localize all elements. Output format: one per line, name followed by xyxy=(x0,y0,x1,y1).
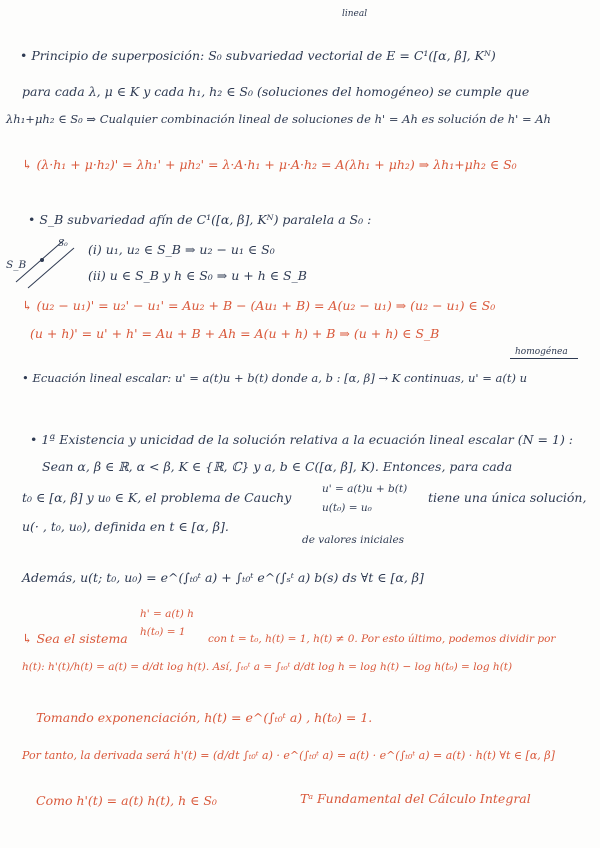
solution-formula: Además, u(t; t₀, u₀) = e^(∫ₜ₀ᵗ a) + ∫ₜ₀ᵗ e^(∫ₛᵗ a) b(s) ds ∀t ∈ [α, β] xyxy=(22,570,424,585)
sketch-label-sb: S_B xyxy=(6,259,27,271)
existence-line-2b: tiene una única solución, xyxy=(428,490,587,505)
proof-exponentiation: Tomando exponenciación, h(t) = e^(∫ₜ₀ᵗ a) , h(t₀) = 1. xyxy=(36,710,373,725)
annotation-lineal: lineal xyxy=(342,9,368,19)
scalar-equation-definition: • Ecuación lineal escalar: u' = a(t)u + b(t) donde a, b : [α, β] → K continuas, u' = a(t) u xyxy=(22,371,527,385)
affine-property-ii: (ii) u ∈ S_B y h ∈ S₀ ⇒ u + h ∈ S_B xyxy=(88,268,307,283)
annotation-homogenea: homogénea xyxy=(515,347,568,357)
superposition-line-3: λh₁+μh₂ ∈ S₀ ⇒ Cualquier combinación lineal de soluciones de h' = Ah es solución de h' = Ah xyxy=(6,112,551,126)
proof-system-equation: h' = a(t) h xyxy=(140,608,194,620)
cauchy-initial-condition: u(t₀) = u₀ xyxy=(322,502,372,514)
proof-system-intro: ↳ Sea el sistema xyxy=(22,631,128,646)
affine-heading: • S_B subvariedad afín de C¹([α, β], Kᴺ) paralela a S₀ : xyxy=(28,212,372,227)
existence-line-1: Sean α, β ∈ ℝ, α < β, K ∈ {ℝ, ℂ} y a, b ∈ C([α, β], K). Entonces, para cada xyxy=(42,459,513,474)
affine-property-i: (i) u₁, u₂ ∈ S_B ⇒ u₂ − u₁ ∈ S₀ xyxy=(88,242,275,257)
affine-proof-1: ↳ (u₂ − u₁)' = u₂' − u₁' = Au₂ + B − (Au₁ + B) = A(u₂ − u₁) ⇒ (u₂ − u₁) ∈ S₀ xyxy=(22,298,496,313)
homogenea-overline xyxy=(510,358,578,359)
fundamental-theorem-note: Tᵃ Fundamental del Cálculo Integral xyxy=(300,791,531,806)
existence-line-2a: t₀ ∈ [α, β] y u₀ ∈ K, el problema de Cauchy xyxy=(22,490,292,505)
proof-system-conditions: con t = t₀, h(t) = 1, h(t) ≠ 0. Por esto último, podemos dividir por xyxy=(208,633,556,645)
annotation-valores-iniciales: de valores iniciales xyxy=(302,534,405,546)
proof-log-derivation: h(t): h'(t)/h(t) = a(t) = d/dt log h(t). Así, ∫ₜ₀ᵗ a = ∫ₜ₀ᵗ d/dt log h = log h(t) − log h(t₀) = log h(t) xyxy=(22,661,513,673)
proof-conclusion: Como h'(t) = a(t) h(t), h ∈ S₀ xyxy=(36,793,217,808)
superposition-proof: ↳ (λ·h₁ + μ·h₂)' = λh₁' + μh₂' = λ·A·h₁ + μ·A·h₂ = A(λh₁ + μh₂) ⇒ λh₁+μh₂ ∈ S₀ xyxy=(22,157,517,172)
superposition-heading: • Principio de superposición: S₀ subvariedad vectorial de E = C¹([α, β], Kᴺ) xyxy=(20,48,496,63)
affine-proof-2: (u + h)' = u' + h' = Au + B + Ah = A(u + h) + B ⇒ (u + h) ∈ S_B xyxy=(30,326,440,341)
proof-system-initial: h(t₀) = 1 xyxy=(140,626,186,638)
superposition-line-2: para cada λ, μ ∈ K y cada h₁, h₂ ∈ S₀ (soluciones del homogéneo) se cumple que xyxy=(22,84,530,99)
existence-theorem-heading: • 1ª Existencia y unicidad de la solución relativa a la ecuación lineal escalar (N = 1) : xyxy=(30,432,573,447)
sketch-label-s0: S₀ xyxy=(58,239,68,249)
cauchy-equation: u' = a(t)u + b(t) xyxy=(322,483,408,495)
proof-derivative: Por tanto, la derivada será h'(t) = (d/dt ∫ₜ₀ᵗ a) · e^(∫ₜ₀ᵗ a) = a(t) · e^(∫ₜ₀ᵗ a) = a(t) · h(t) ∀t ∈ [α, β] xyxy=(22,749,555,762)
existence-line-3: u(· , t₀, u₀), definida en t ∈ [α, β]. xyxy=(22,519,229,534)
